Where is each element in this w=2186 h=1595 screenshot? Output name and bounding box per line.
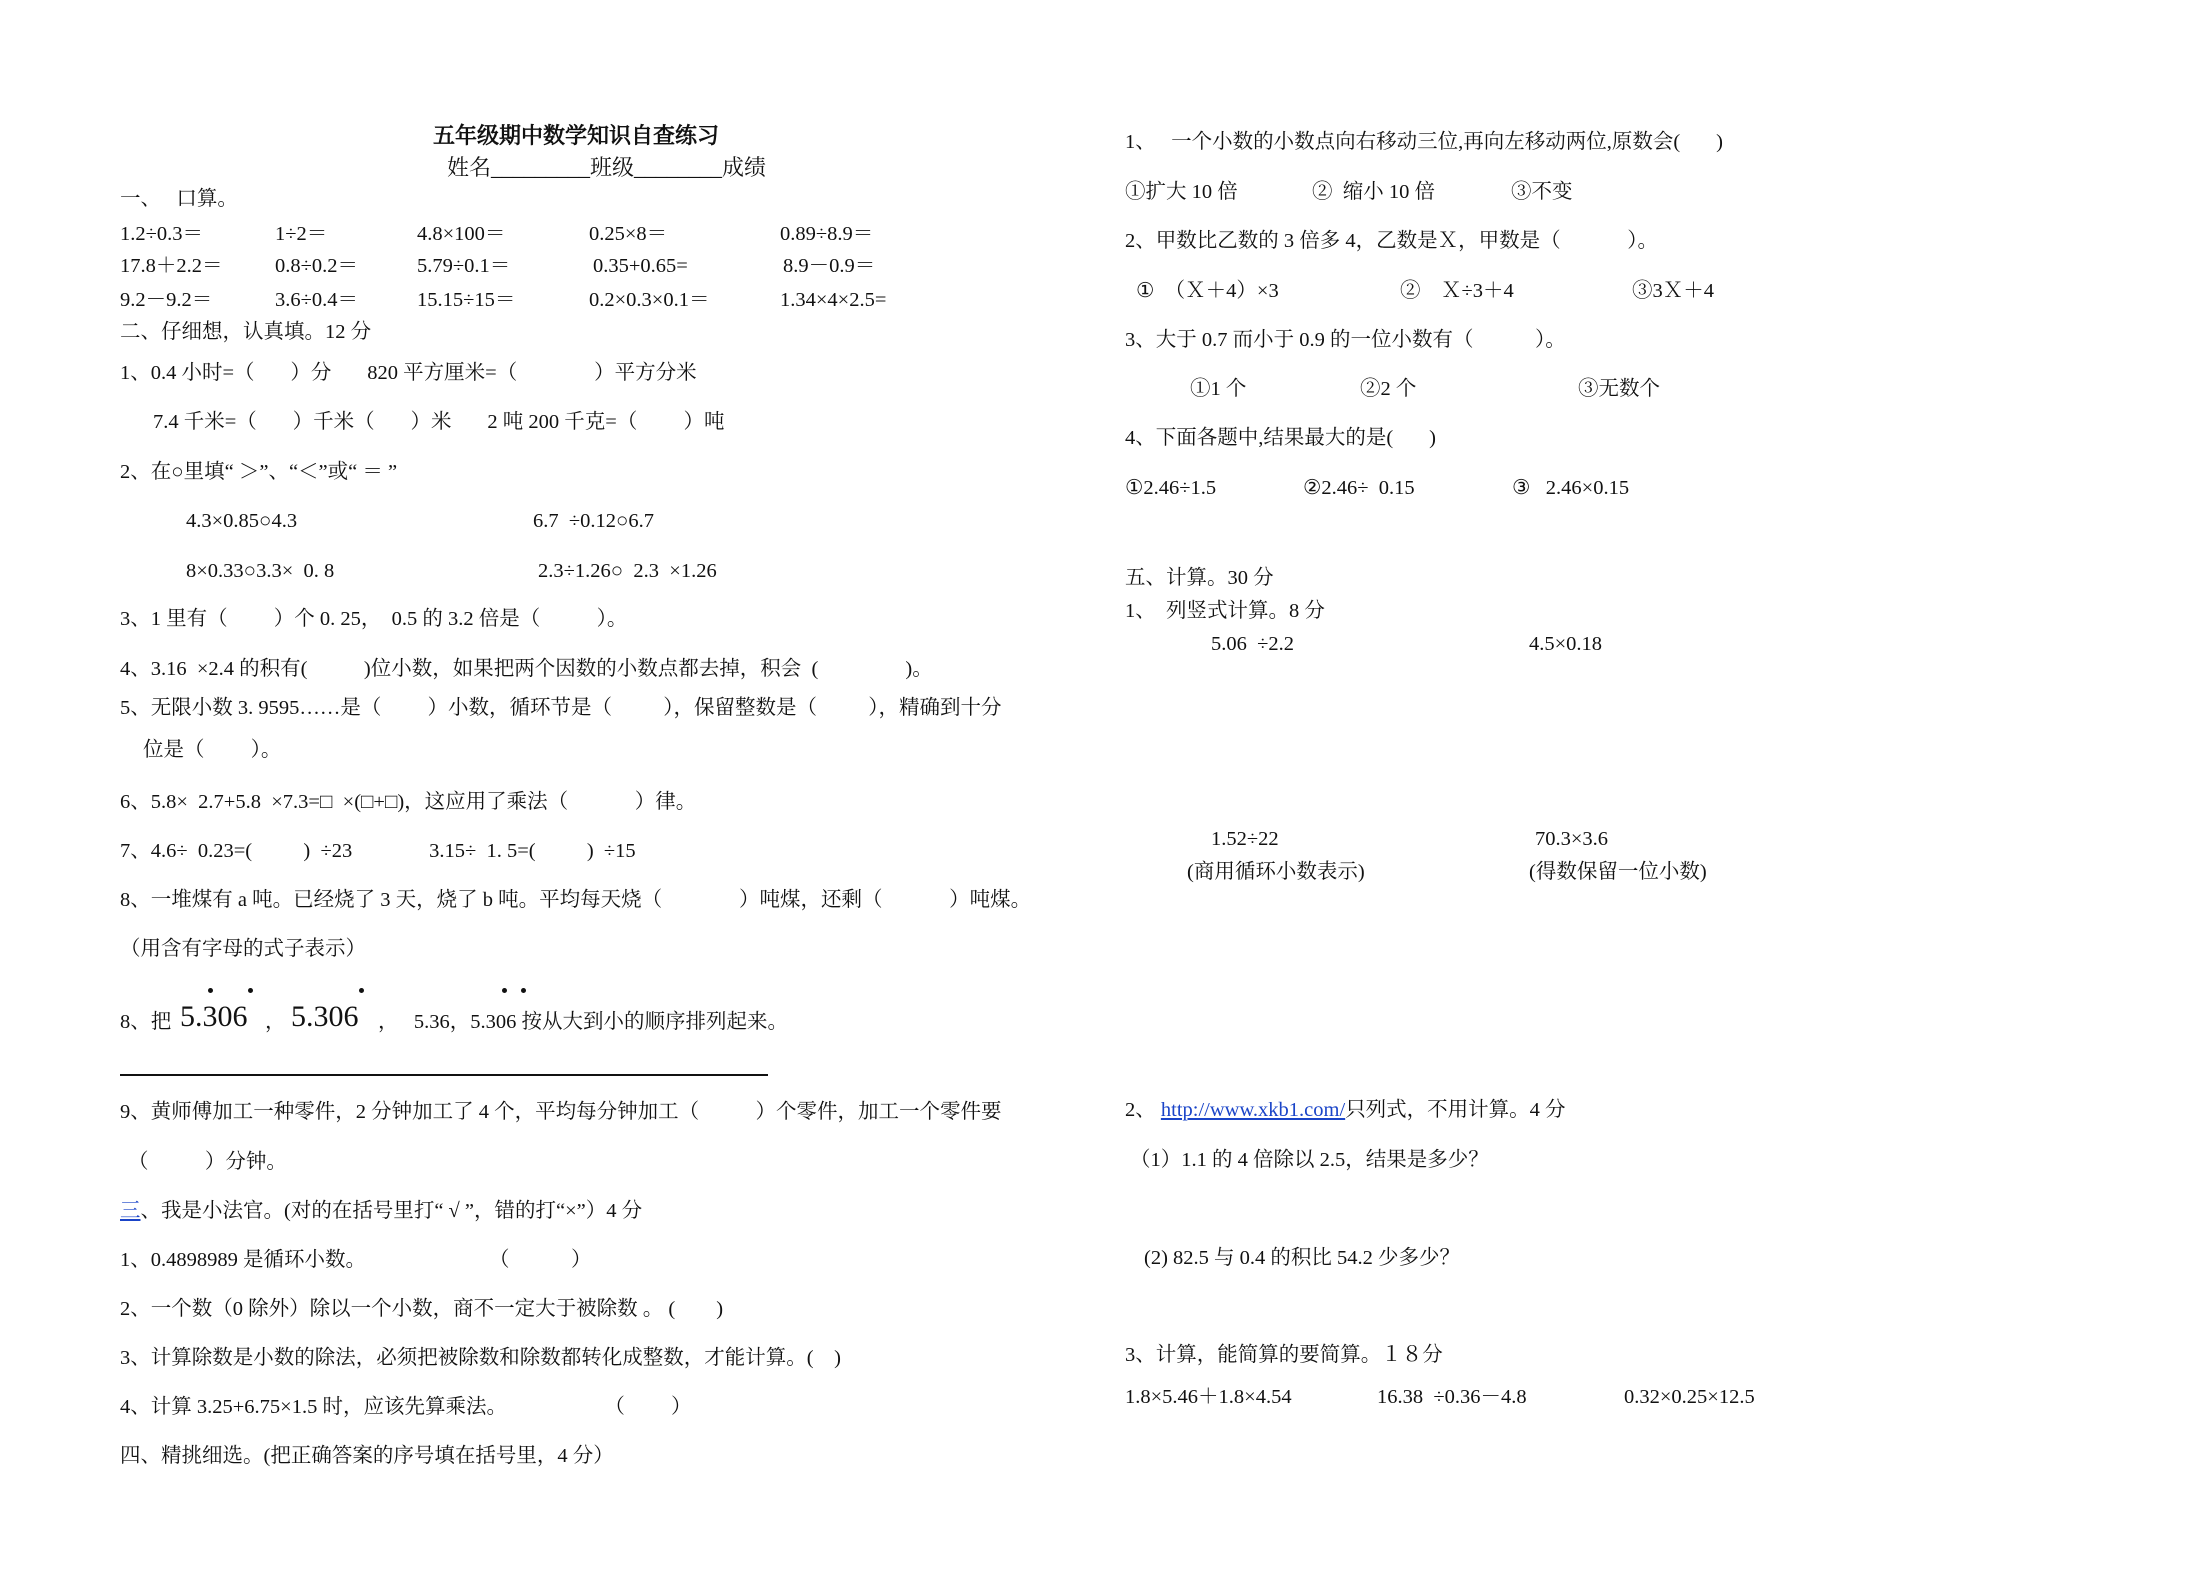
oral-calc-item: 9.2－9.2＝ — [120, 289, 213, 311]
section-3-number: 三 — [120, 1200, 141, 1222]
question-2-8c-prefix: 8、把 — [120, 1011, 172, 1033]
section-1-heading: 一、 口算。 — [120, 188, 238, 210]
sub2-prefix: 2、 — [1125, 1099, 1161, 1121]
oral-calc-item: 0.8÷0.2＝ — [275, 255, 359, 277]
vertical-calc: 1.52÷22 — [1211, 828, 1279, 850]
section-3-heading-text: 、我是小法官。(对的在括号里打“ √ ”，错的打“×”）4 分 — [140, 1200, 643, 1222]
compare-item: 4.3×0.85○4.3 — [186, 510, 298, 532]
simplify-calc: 16.38 ÷0.36－4.8 — [1377, 1386, 1527, 1408]
question-2-2: 2、在○里填“ ＞”、“＜”或“ ＝ ” — [120, 461, 398, 483]
oral-calc-item: 17.8＋2.2＝ — [120, 255, 223, 277]
student-info-line: 姓名_________班级________成绩 — [447, 155, 767, 180]
question-2-1a: 1、0.4 小时=（ ）分 820 平方厘米=（ ）平方分米 — [120, 362, 697, 384]
question-2-9b: （ ）分钟。 — [128, 1151, 287, 1173]
section-5-sub1: 1、 列竖式计算。8 分 — [1125, 600, 1325, 622]
oral-calc-item: 1.34×4×2.5= — [780, 289, 887, 311]
word-problem-2: (2) 82.5 与 0.4 的积比 54.2 少多少？ — [1144, 1247, 1461, 1269]
repeat-dot — [359, 988, 364, 993]
oral-calc-item: 1.2÷0.3＝ — [120, 223, 204, 245]
section-2-heading: 二、仔细想，认真填。12 分 — [120, 321, 372, 343]
compare-item: 6.7 ÷0.12○6.7 — [533, 510, 655, 532]
simplify-calc: 1.8×5.46＋1.8×4.54 — [1125, 1386, 1292, 1408]
judge-question-3: 3、计算除数是小数的除法，必须把被除数和除数都转化成整数，才能计算。( ) — [120, 1347, 841, 1369]
question-2-5b: 位是（ ）。 — [143, 739, 282, 761]
choice-option: ③ 2.46×0.15 — [1512, 477, 1630, 499]
compare-item: 2.3÷1.26○ 2.3 ×1.26 — [538, 560, 717, 582]
oral-calc-item: 8.9－0.9＝ — [783, 255, 876, 277]
question-2-8b: （用含有字母的式子表示） — [120, 938, 366, 960]
section-5-sub2 — [1125, 1099, 1566, 1123]
oral-calc-item: 0.2×0.3×0.1＝ — [589, 289, 710, 311]
choice-option: ①2.46÷1.5 — [1125, 477, 1217, 499]
choice-option: ② Ｘ÷3＋4 — [1400, 280, 1514, 302]
choice-question-2: 2、甲数比乙数的 3 倍多 4，乙数是Ｘ，甲数是（ ）。 — [1125, 230, 1658, 252]
choice-option: ②2.46÷ 0.15 — [1303, 477, 1415, 499]
oral-calc-item: 5.79÷0.1＝ — [417, 255, 511, 277]
choice-option: ③不变 — [1511, 181, 1573, 203]
choice-option: ①扩大 10 倍 — [1125, 181, 1238, 203]
compare-item: 8×0.33○3.3× 0. 8 — [186, 560, 335, 582]
judge-question-2: 2、一个数（0 除外）除以一个小数，商不一定大于被除数 。 ( ) — [120, 1298, 724, 1320]
judge-question-4: 4、计算 3.25+6.75×1.5 时，应该先算乘法。 （ ） — [120, 1396, 692, 1418]
repeat-dot — [521, 988, 526, 993]
sub2-rest: 只列式，不用计算。4 分 — [1345, 1099, 1566, 1121]
question-2-4: 4、3.16 ×2.4 的积有( )位小数，如果把两个因数的小数点都去掉，积会 ( )。 — [120, 658, 933, 680]
simplify-calc: 0.32×0.25×12.5 — [1624, 1386, 1755, 1408]
oral-calc-item: 15.15÷15＝ — [417, 289, 516, 311]
question-2-5a: 5、无限小数 3. 9595……是（ ）小数，循环节是（ ），保留整数是（ ），精确到十分 — [120, 697, 1002, 719]
section-4-heading: 四、精挑细选。(把正确答案的序号填在括号里，4 分） — [120, 1445, 614, 1467]
oral-calc-item: 0.35+0.65= — [593, 255, 688, 277]
choice-option: ① （Ｘ＋4）×3 — [1136, 280, 1279, 302]
vertical-calc: 4.5×0.18 — [1529, 633, 1603, 655]
answer-line — [120, 1074, 768, 1076]
choice-option: ①1 个 — [1190, 378, 1247, 400]
repeat-dot — [208, 988, 213, 993]
choice-question-3: 3、大于 0.7 而小于 0.9 的一位小数有（ ）。 — [1125, 329, 1566, 351]
choice-question-4: 4、下面各题中,结果最大的是( ) — [1125, 427, 1436, 449]
question-2-3: 3、1 里有（ ）个 0. 25， 0.5 的 3.2 倍是（ ）。 — [120, 608, 628, 630]
oral-calc-item: 3.6÷0.4＝ — [275, 289, 359, 311]
page-title: 五年级期中数学知识自查练习 — [433, 123, 720, 148]
question-2-1b: 7.4 千米=（ ）千米（ ）米 2 吨 200 千克=（ ）吨 — [153, 411, 725, 433]
vertical-calc: 5.06 ÷2.2 — [1211, 633, 1295, 655]
repeat-dot — [502, 988, 507, 993]
calc-note: (得数保留一位小数) — [1529, 861, 1707, 883]
xkb1-link[interactable]: http://www.xkb1.com/ — [1160, 1099, 1346, 1121]
question-2-7: 7、4.6÷ 0.23=( ) ÷23 3.15÷ 1. 5=( ) ÷15 — [120, 840, 636, 862]
question-2-9a: 9、黄师傅加工一种零件，2 分钟加工了 4 个，平均每分钟加工（ ）个零件，加工一个零件要 — [120, 1101, 1002, 1123]
vertical-calc: 70.3×3.6 — [1535, 828, 1609, 850]
repeating-decimal-1: 5.306 — [180, 1000, 248, 1033]
section-3-heading — [120, 1200, 642, 1224]
calc-note: (商用循环小数表示) — [1187, 861, 1365, 883]
repeating-decimal-2: 5.306 — [291, 1000, 359, 1033]
separator: ， — [265, 1011, 286, 1033]
choice-question-1: 1、 一个小数的小数点向右移动三位,再向左移动两位,原数会( ) — [1125, 131, 1723, 153]
question-2-8c-rest: ， 5.36，5.306 按从大到小的顺序排列起来。 — [378, 1011, 788, 1033]
oral-calc-item: 0.89÷8.9＝ — [780, 223, 874, 245]
oral-calc-item: 1÷2＝ — [275, 223, 328, 245]
word-problem-1: （1）1.1 的 4 倍除以 2.5，结果是多少？ — [1130, 1149, 1489, 1171]
oral-calc-item: 4.8×100＝ — [417, 223, 506, 245]
choice-option: ②2 个 — [1360, 378, 1417, 400]
choice-option: ② 缩小 10 倍 — [1312, 181, 1435, 203]
question-2-6: 6、5.8× 2.7+5.8 ×7.3=□ ×(□+□)，这应用了乘法（ ）律。 — [120, 791, 697, 813]
section-5-sub3: 3、计算，能简算的要简算。１８分 — [1125, 1344, 1443, 1366]
judge-question-1: 1、0.4898989 是循环小数。 （ ） — [120, 1249, 592, 1271]
choice-option: ③3Ｘ＋4 — [1632, 280, 1714, 302]
section-5-heading: 五、计算。30 分 — [1125, 567, 1274, 589]
choice-option: ③无数个 — [1578, 378, 1660, 400]
question-2-8a: 8、一堆煤有 a 吨。已经烧了 3 天，烧了 b 吨。平均每天烧（ ）吨煤，还剩（ ）吨煤。 — [120, 889, 1032, 911]
repeat-dot — [248, 988, 253, 993]
oral-calc-item: 0.25×8＝ — [589, 223, 668, 245]
